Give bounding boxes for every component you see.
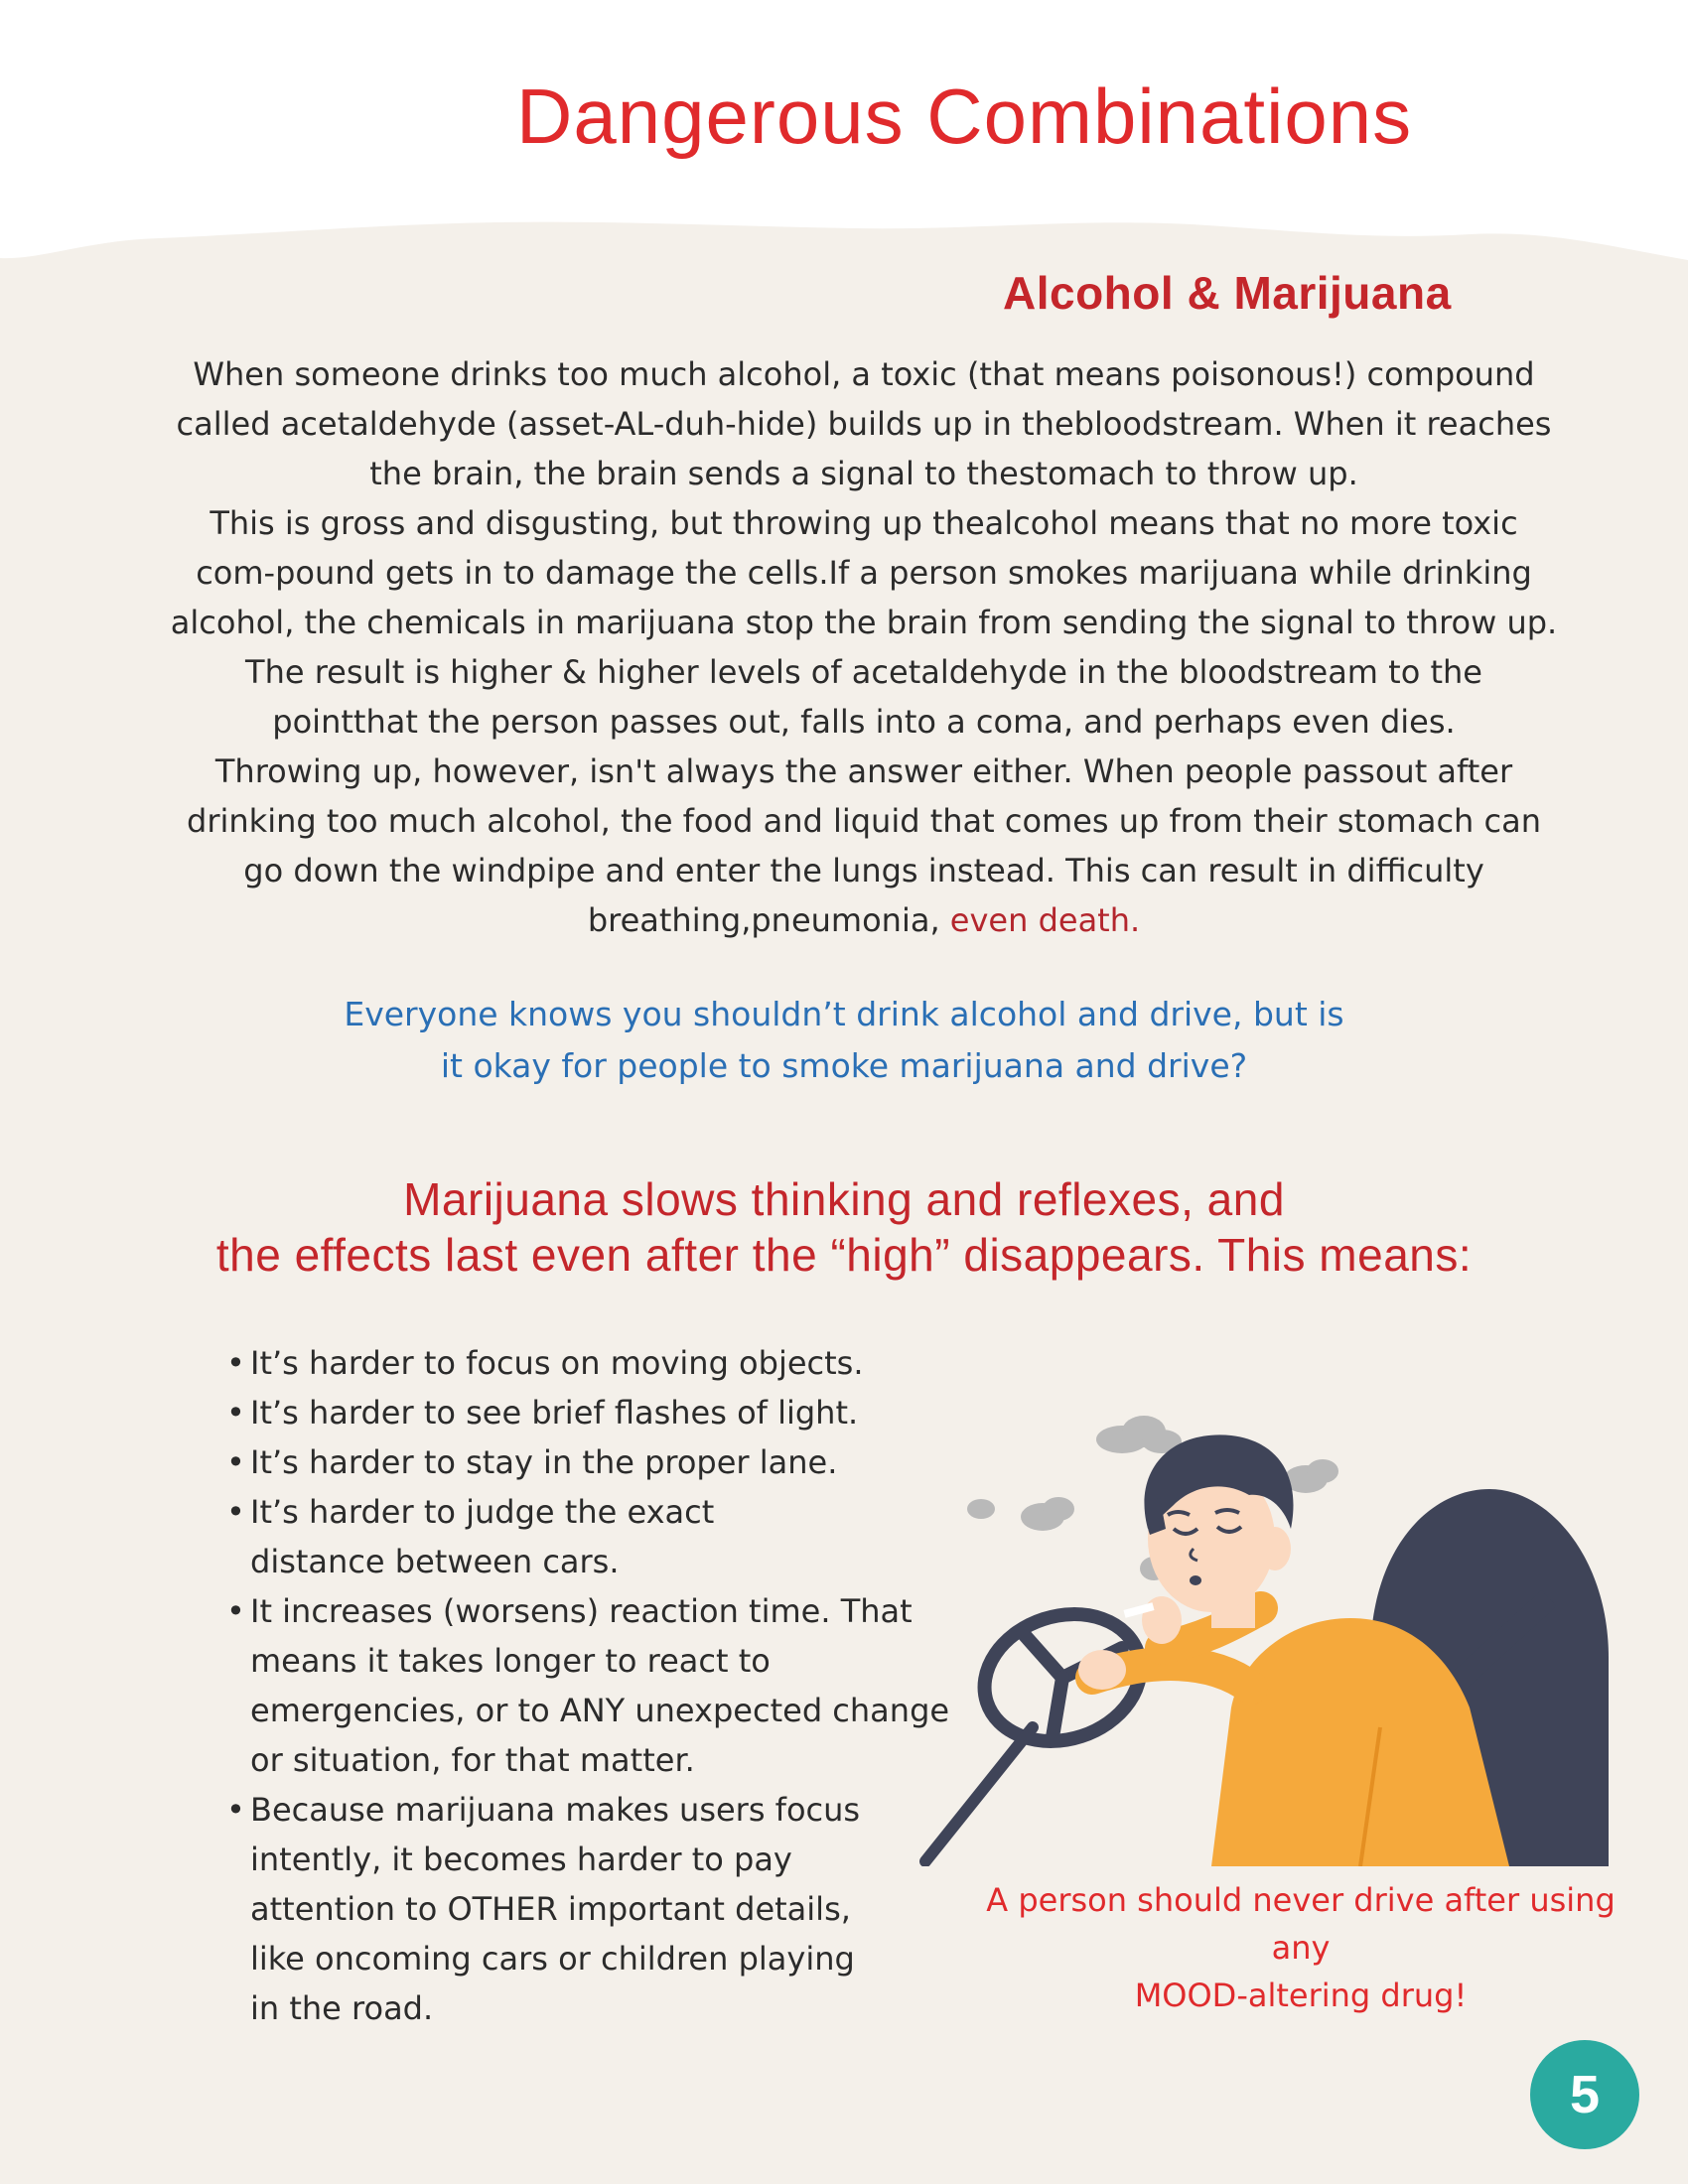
- steering-wheel-icon: [925, 1594, 1157, 1861]
- list-item: [220, 1388, 955, 1437]
- effects-heading-line-2: the effects last even after the “high” disappears. This means:: [215, 1229, 1473, 1281]
- paragraph-3-text: Throwing up, however, isn't always the answer either. When people passout after drinking too much alcohol, the food and liquid that comes up from their stomach can go down the windpipe and enter the lungs instead. This can result in difficulty breathing,pneumonia,: [187, 752, 1541, 939]
- list-item-text: It increases (worsens) reaction time. That means it takes longer to react to emergencies, or to ANY unexpected change or situation, for that matter.: [250, 1592, 950, 1779]
- illustration-caption: [973, 1876, 1628, 2019]
- effects-list: [220, 1338, 955, 2033]
- page-number-badge: [1530, 2040, 1639, 2149]
- paragraph-3-emphasis: even death.: [949, 901, 1141, 939]
- question-line-2: it okay for people to smoke marijuana and drive?: [440, 1046, 1248, 1085]
- bullet-icon: •: [226, 1791, 245, 1829]
- list-item-text: It’s harder to judge the exact distance between cars.: [250, 1493, 715, 1580]
- effects-heading-line-1: Marijuana slows thinking and reflexes, and: [403, 1173, 1285, 1225]
- paragraph-2: This is gross and disgusting, but throwing up thealcohol means that no more toxic com-pound gets in to damage the cells.If a person smokes marijuana while drinking alcohol, the chemicals in marijuana stop the brain from sending the signal to throw up. The result is higher & higher levels of acetaldehyde in the bloodstream to the pointthat the person passes out, falls into a coma, and perhaps even dies.: [170, 504, 1558, 741]
- caption-line-1: A person should never drive after using any: [986, 1881, 1616, 1967]
- effects-heading: [199, 1171, 1489, 1283]
- list-item: [220, 1487, 846, 1586]
- bullet-icon: •: [226, 1344, 245, 1382]
- question-line-1: Everyone knows you shouldn’t drink alcohol and drive, but is: [344, 995, 1344, 1033]
- page-title: Dangerous Combinations: [516, 72, 1413, 160]
- question-callout: [298, 989, 1390, 1092]
- body-text: [169, 349, 1559, 945]
- list-item-text: It’s harder to stay in the proper lane.: [250, 1443, 838, 1481]
- page-number: 5: [1569, 2065, 1601, 2124]
- list-item: [220, 1586, 965, 1785]
- bullet-icon: •: [226, 1592, 245, 1630]
- paragraph-3: [169, 747, 1559, 945]
- bullet-icon: •: [226, 1394, 245, 1432]
- list-item: [220, 1785, 866, 2033]
- bullet-icon: •: [226, 1443, 245, 1481]
- list-item: [220, 1338, 955, 1388]
- list-item-text: It’s harder to see brief flashes of light.: [250, 1394, 859, 1432]
- smoking-driver-illustration-icon: [914, 1410, 1628, 1866]
- caption-line-2: MOOD-altering drug!: [1134, 1977, 1468, 2014]
- list-item: [220, 1437, 955, 1487]
- list-item-text: Because marijuana makes users focus intently, it becomes harder to pay attention to OTHER important details, like oncoming cars or children playing in the road.: [250, 1791, 861, 2027]
- paragraph-1: When someone drinks too much alcohol, a toxic (that means poisonous!) compound called acetaldehyde (asset-AL-duh-hide) builds up in thebloodstream. When it reaches the brain, the brain sends a signal to thestomach to throw up.: [176, 355, 1552, 492]
- list-item-text: It’s harder to focus on moving objects.: [250, 1344, 864, 1382]
- section-subtitle: Alcohol & Marijuana: [1003, 267, 1452, 319]
- bullet-icon: •: [226, 1493, 245, 1531]
